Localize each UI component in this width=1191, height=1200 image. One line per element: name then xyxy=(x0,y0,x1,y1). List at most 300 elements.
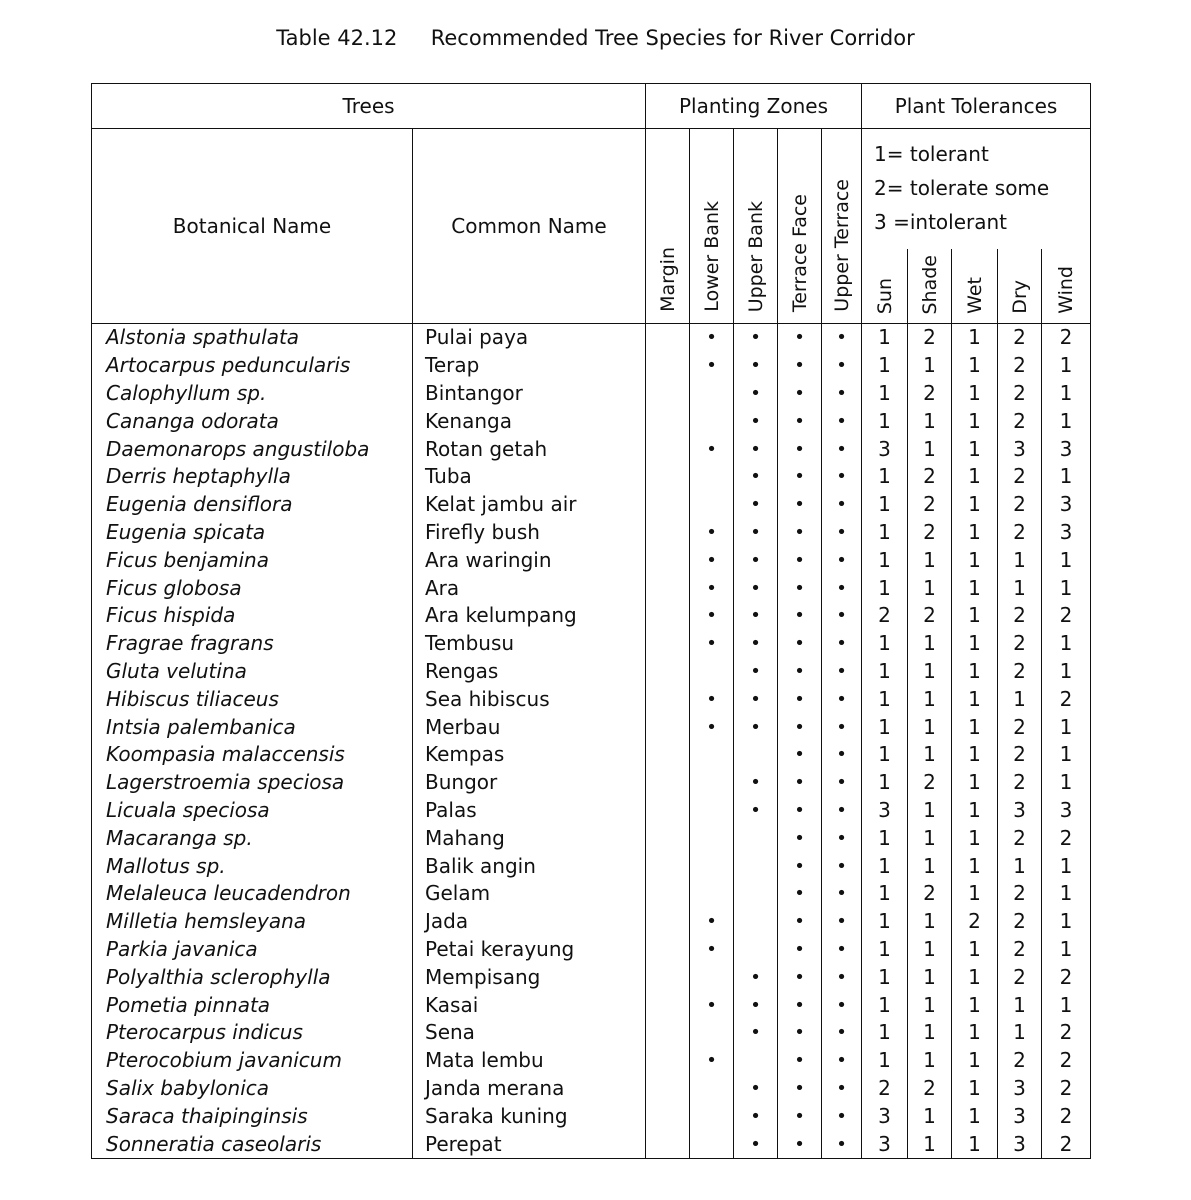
zone-cell-upper-terrace: • xyxy=(822,936,862,964)
table-row xyxy=(92,963,1091,991)
common-name-cell: Saraka kuning xyxy=(413,1102,646,1130)
tolerance-cell-sun: 2 xyxy=(862,1075,908,1103)
common-name-cell: Rotan getah xyxy=(413,435,646,463)
tolerance-cell-dry: 2 xyxy=(998,908,1042,936)
zone-cell-margin xyxy=(646,963,690,991)
tolerance-cell-wet: 1 xyxy=(952,324,998,352)
tolerance-cell-shade: 1 xyxy=(908,1130,952,1158)
tolerance-cell-wind: 3 xyxy=(1042,519,1091,547)
zone-cell-upper-bank xyxy=(734,824,778,852)
table-row xyxy=(92,463,1091,491)
tolerance-cell-shade: 1 xyxy=(908,936,952,964)
tolerance-cell-shade: 1 xyxy=(908,797,952,825)
zone-cell-upper-terrace: • xyxy=(822,797,862,825)
tolerance-cell-sun: 1 xyxy=(862,741,908,769)
botanical-name-cell: Polyalthia sclerophylla xyxy=(92,963,413,991)
table-caption: Table 42.12 Recommended Tree Species for River Corridor xyxy=(276,26,915,50)
tree-species-table xyxy=(91,83,1091,1159)
tolerance-cell-wet: 1 xyxy=(952,463,998,491)
zone-cell-upper-bank: • xyxy=(734,324,778,352)
botanical-name-cell: Milletia hemsleyana xyxy=(92,908,413,936)
tolerance-cell-dry: 2 xyxy=(998,352,1042,380)
zone-cell-lower-bank: • xyxy=(690,1047,734,1075)
tolerance-cell-wind: 1 xyxy=(1042,713,1091,741)
tolerance-cell-dry: 3 xyxy=(998,1102,1042,1130)
zone-cell-upper-terrace: • xyxy=(822,352,862,380)
zone-cell-upper-terrace: • xyxy=(822,880,862,908)
zone-cell-upper-terrace: • xyxy=(822,630,862,658)
tolerance-cell-wind: 1 xyxy=(1042,880,1091,908)
zone-cell-margin xyxy=(646,519,690,547)
zone-cell-terrace-face: • xyxy=(778,741,822,769)
tolerance-cell-sun: 1 xyxy=(862,546,908,574)
tolerance-cell-shade: 1 xyxy=(908,658,952,686)
common-name-cell: Ara kelumpang xyxy=(413,602,646,630)
botanical-name-cell: Pterocobium javanicum xyxy=(92,1047,413,1075)
zone-cell-margin xyxy=(646,936,690,964)
tolerance-cell-wet: 1 xyxy=(952,1130,998,1158)
tolerance-cell-sun: 2 xyxy=(862,602,908,630)
tolerance-cell-sun: 1 xyxy=(862,963,908,991)
common-name-cell: Bintangor xyxy=(413,380,646,408)
botanical-name-cell: Eugenia densiflora xyxy=(92,491,413,519)
tolerance-cell-sun: 1 xyxy=(862,769,908,797)
tolerance-cell-wind: 1 xyxy=(1042,908,1091,936)
zone-cell-terrace-face: • xyxy=(778,991,822,1019)
common-name-cell: Perepat xyxy=(413,1130,646,1158)
botanical-name-cell: Melaleuca leucadendron xyxy=(92,880,413,908)
botanical-name-cell: Intsia palembanica xyxy=(92,713,413,741)
tolerance-cell-wind: 3 xyxy=(1042,435,1091,463)
zone-cell-upper-terrace: • xyxy=(822,658,862,686)
zone-cell-lower-bank: • xyxy=(690,519,734,547)
botanical-name-cell: Koompasia malaccensis xyxy=(92,741,413,769)
table-row xyxy=(92,880,1091,908)
tolerance-cell-shade: 2 xyxy=(908,324,952,352)
tolerance-header-dry: Dry xyxy=(998,249,1042,324)
zone-cell-lower-bank xyxy=(690,1102,734,1130)
botanical-name-cell: Parkia javanica xyxy=(92,936,413,964)
zone-cell-upper-bank: • xyxy=(734,407,778,435)
zone-cell-terrace-face: • xyxy=(778,491,822,519)
tolerance-cell-sun: 1 xyxy=(862,324,908,352)
common-name-cell: Janda merana xyxy=(413,1075,646,1103)
zone-cell-margin xyxy=(646,797,690,825)
tolerance-cell-sun: 1 xyxy=(862,491,908,519)
zone-cell-upper-terrace: • xyxy=(822,1130,862,1158)
zone-cell-terrace-face: • xyxy=(778,1075,822,1103)
zone-cell-lower-bank: • xyxy=(690,908,734,936)
botanical-name-cell: Fragrae fragrans xyxy=(92,630,413,658)
tolerance-cell-wind: 1 xyxy=(1042,741,1091,769)
common-name-cell: Kasai xyxy=(413,991,646,1019)
zone-cell-upper-terrace: • xyxy=(822,574,862,602)
tolerance-cell-wind: 2 xyxy=(1042,1102,1091,1130)
tolerance-cell-wind: 2 xyxy=(1042,685,1091,713)
tolerance-legend xyxy=(862,129,1091,250)
tolerance-cell-sun: 3 xyxy=(862,797,908,825)
botanical-name-cell: Alstonia spathulata xyxy=(92,324,413,352)
botanical-name-cell: Eugenia spicata xyxy=(92,519,413,547)
plant-tolerances-header: Plant Tolerances xyxy=(862,84,1091,129)
tolerance-cell-wet: 1 xyxy=(952,824,998,852)
tolerance-cell-wind: 2 xyxy=(1042,1130,1091,1158)
tolerance-cell-shade: 1 xyxy=(908,1047,952,1075)
zone-cell-lower-bank: • xyxy=(690,713,734,741)
tolerance-cell-wind: 2 xyxy=(1042,1047,1091,1075)
tolerance-cell-shade: 1 xyxy=(908,574,952,602)
tolerance-cell-sun: 1 xyxy=(862,908,908,936)
table-row xyxy=(92,407,1091,435)
tolerance-cell-shade: 2 xyxy=(908,602,952,630)
tolerance-cell-dry: 2 xyxy=(998,630,1042,658)
common-name-cell: Mempisang xyxy=(413,963,646,991)
zone-cell-upper-terrace: • xyxy=(822,713,862,741)
tolerance-cell-dry: 2 xyxy=(998,824,1042,852)
zone-cell-terrace-face: • xyxy=(778,797,822,825)
tolerance-cell-dry: 3 xyxy=(998,797,1042,825)
tolerance-cell-shade: 1 xyxy=(908,713,952,741)
zone-cell-lower-bank xyxy=(690,380,734,408)
table-row xyxy=(92,741,1091,769)
tolerance-cell-dry: 2 xyxy=(998,741,1042,769)
zone-cell-upper-terrace: • xyxy=(822,380,862,408)
tolerance-cell-sun: 1 xyxy=(862,991,908,1019)
tolerance-cell-wind: 2 xyxy=(1042,963,1091,991)
zone-cell-lower-bank xyxy=(690,741,734,769)
zone-header-upper-bank: Upper Bank xyxy=(734,129,778,324)
zone-cell-terrace-face: • xyxy=(778,1047,822,1075)
tolerance-cell-shade: 1 xyxy=(908,352,952,380)
tolerance-cell-dry: 2 xyxy=(998,491,1042,519)
zone-cell-upper-bank: • xyxy=(734,1019,778,1047)
zone-cell-terrace-face: • xyxy=(778,1102,822,1130)
zone-cell-lower-bank xyxy=(690,880,734,908)
zone-cell-upper-terrace: • xyxy=(822,519,862,547)
common-name-cell: Balik angin xyxy=(413,852,646,880)
zone-cell-upper-bank: • xyxy=(734,435,778,463)
zone-cell-margin xyxy=(646,380,690,408)
zone-cell-upper-bank: • xyxy=(734,630,778,658)
zone-cell-terrace-face: • xyxy=(778,435,822,463)
tolerance-cell-wet: 1 xyxy=(952,936,998,964)
zone-cell-lower-bank xyxy=(690,463,734,491)
zone-cell-upper-bank: • xyxy=(734,574,778,602)
tolerance-cell-sun: 1 xyxy=(862,1019,908,1047)
zone-cell-upper-terrace: • xyxy=(822,491,862,519)
table-row xyxy=(92,380,1091,408)
table-row xyxy=(92,908,1091,936)
zone-cell-terrace-face: • xyxy=(778,769,822,797)
table-row xyxy=(92,352,1091,380)
zone-cell-margin xyxy=(646,824,690,852)
common-name-cell: Palas xyxy=(413,797,646,825)
zone-cell-upper-terrace: • xyxy=(822,1047,862,1075)
tolerance-cell-sun: 1 xyxy=(862,880,908,908)
botanical-name-cell: Calophyllum sp. xyxy=(92,380,413,408)
zone-cell-terrace-face: • xyxy=(778,936,822,964)
tolerance-cell-dry: 2 xyxy=(998,713,1042,741)
tolerance-cell-shade: 1 xyxy=(908,1019,952,1047)
tolerance-cell-dry: 2 xyxy=(998,519,1042,547)
tolerance-cell-dry: 2 xyxy=(998,769,1042,797)
tolerance-cell-shade: 1 xyxy=(908,630,952,658)
zone-cell-lower-bank xyxy=(690,407,734,435)
zone-cell-upper-terrace: • xyxy=(822,852,862,880)
common-name-cell: Ara waringin xyxy=(413,546,646,574)
zone-cell-margin xyxy=(646,685,690,713)
zone-cell-upper-terrace: • xyxy=(822,1019,862,1047)
zone-cell-lower-bank xyxy=(690,1130,734,1158)
tolerance-cell-dry: 3 xyxy=(998,1075,1042,1103)
botanical-name-cell: Lagerstroemia speciosa xyxy=(92,769,413,797)
zone-cell-upper-terrace: • xyxy=(822,546,862,574)
tolerance-cell-dry: 2 xyxy=(998,324,1042,352)
zone-cell-terrace-face: • xyxy=(778,324,822,352)
zone-cell-lower-bank: • xyxy=(690,324,734,352)
zone-cell-upper-bank: • xyxy=(734,1130,778,1158)
tolerance-cell-dry: 2 xyxy=(998,658,1042,686)
tolerance-cell-shade: 2 xyxy=(908,380,952,408)
zone-cell-margin xyxy=(646,713,690,741)
zone-cell-margin xyxy=(646,463,690,491)
tolerance-cell-shade: 1 xyxy=(908,824,952,852)
tolerance-cell-wet: 1 xyxy=(952,574,998,602)
tolerance-cell-wet: 1 xyxy=(952,1047,998,1075)
zone-cell-terrace-face: • xyxy=(778,602,822,630)
tolerance-cell-wet: 1 xyxy=(952,797,998,825)
tolerance-cell-shade: 1 xyxy=(908,435,952,463)
zone-cell-terrace-face: • xyxy=(778,908,822,936)
tolerance-cell-shade: 2 xyxy=(908,463,952,491)
tolerance-cell-shade: 2 xyxy=(908,491,952,519)
tolerance-cell-wind: 1 xyxy=(1042,380,1091,408)
tolerance-cell-wet: 1 xyxy=(952,1019,998,1047)
tolerance-cell-wet: 1 xyxy=(952,546,998,574)
zone-cell-margin xyxy=(646,741,690,769)
zone-cell-terrace-face: • xyxy=(778,852,822,880)
botanical-name-cell: Ficus benjamina xyxy=(92,546,413,574)
common-name-cell: Pulai paya xyxy=(413,324,646,352)
botanical-name-cell: Cananga odorata xyxy=(92,407,413,435)
tolerance-cell-wet: 1 xyxy=(952,491,998,519)
tolerance-cell-shade: 1 xyxy=(908,908,952,936)
common-name-cell: Firefly bush xyxy=(413,519,646,547)
tolerance-cell-wet: 1 xyxy=(952,435,998,463)
zone-cell-upper-bank: • xyxy=(734,352,778,380)
zone-cell-terrace-face: • xyxy=(778,630,822,658)
zone-cell-upper-terrace: • xyxy=(822,685,862,713)
zone-cell-terrace-face: • xyxy=(778,963,822,991)
tolerance-cell-wind: 1 xyxy=(1042,546,1091,574)
tolerance-cell-dry: 2 xyxy=(998,963,1042,991)
tolerance-cell-dry: 1 xyxy=(998,546,1042,574)
tolerance-cell-wet: 1 xyxy=(952,519,998,547)
zone-cell-margin xyxy=(646,574,690,602)
common-name-cell: Merbau xyxy=(413,713,646,741)
zone-cell-margin xyxy=(646,602,690,630)
zone-cell-upper-bank: • xyxy=(734,769,778,797)
botanical-name-cell: Saraca thaipinginsis xyxy=(92,1102,413,1130)
zone-cell-upper-bank: • xyxy=(734,685,778,713)
zone-cell-lower-bank xyxy=(690,852,734,880)
tolerance-header-sun: Sun xyxy=(862,249,908,324)
tolerance-cell-wind: 3 xyxy=(1042,797,1091,825)
zone-cell-upper-terrace: • xyxy=(822,741,862,769)
zone-cell-terrace-face: • xyxy=(778,574,822,602)
common-name-cell: Bungor xyxy=(413,769,646,797)
common-name-cell: Sena xyxy=(413,1019,646,1047)
common-name-cell: Mahang xyxy=(413,824,646,852)
zone-cell-upper-bank xyxy=(734,908,778,936)
zone-cell-lower-bank: • xyxy=(690,630,734,658)
tolerance-cell-dry: 2 xyxy=(998,1047,1042,1075)
zone-cell-upper-bank: • xyxy=(734,380,778,408)
tolerance-cell-dry: 1 xyxy=(998,685,1042,713)
common-name-cell: Sea hibiscus xyxy=(413,685,646,713)
zone-cell-lower-bank xyxy=(690,824,734,852)
tolerance-cell-dry: 3 xyxy=(998,1130,1042,1158)
tolerance-cell-wet: 1 xyxy=(952,658,998,686)
zone-cell-lower-bank: • xyxy=(690,546,734,574)
tolerance-cell-wind: 1 xyxy=(1042,658,1091,686)
zone-cell-terrace-face: • xyxy=(778,407,822,435)
zone-cell-upper-terrace: • xyxy=(822,435,862,463)
zone-cell-margin xyxy=(646,852,690,880)
tolerance-cell-dry: 2 xyxy=(998,602,1042,630)
tolerance-cell-wet: 1 xyxy=(952,769,998,797)
tolerance-cell-shade: 2 xyxy=(908,880,952,908)
table-row xyxy=(92,1019,1091,1047)
tolerance-cell-wind: 1 xyxy=(1042,463,1091,491)
tolerance-cell-shade: 1 xyxy=(908,1102,952,1130)
common-name-cell: Kenanga xyxy=(413,407,646,435)
tolerance-cell-wet: 1 xyxy=(952,685,998,713)
common-name-cell: Tembusu xyxy=(413,630,646,658)
tolerance-cell-wet: 1 xyxy=(952,852,998,880)
tolerance-cell-dry: 2 xyxy=(998,463,1042,491)
table-row xyxy=(92,630,1091,658)
tolerance-cell-wind: 2 xyxy=(1042,1075,1091,1103)
zone-cell-upper-bank: • xyxy=(734,963,778,991)
tolerance-cell-wind: 2 xyxy=(1042,324,1091,352)
tolerance-cell-sun: 1 xyxy=(862,380,908,408)
zone-cell-upper-bank: • xyxy=(734,991,778,1019)
zone-cell-margin xyxy=(646,352,690,380)
zone-cell-margin xyxy=(646,1047,690,1075)
zone-cell-upper-bank: • xyxy=(734,491,778,519)
common-name-cell: Tuba xyxy=(413,463,646,491)
table-row xyxy=(92,685,1091,713)
tolerance-cell-sun: 3 xyxy=(862,1130,908,1158)
tolerance-cell-wind: 2 xyxy=(1042,602,1091,630)
zone-cell-lower-bank xyxy=(690,797,734,825)
tolerance-cell-wind: 1 xyxy=(1042,991,1091,1019)
tolerance-cell-wind: 2 xyxy=(1042,824,1091,852)
zone-cell-upper-bank xyxy=(734,936,778,964)
legend-tolerant: 1= tolerant xyxy=(874,142,989,166)
tolerance-cell-shade: 1 xyxy=(908,407,952,435)
table-row xyxy=(92,574,1091,602)
tolerance-cell-dry: 2 xyxy=(998,880,1042,908)
zone-cell-margin xyxy=(646,1102,690,1130)
table-row xyxy=(92,1130,1091,1158)
zone-cell-upper-bank: • xyxy=(734,546,778,574)
zone-cell-lower-bank xyxy=(690,963,734,991)
zone-cell-terrace-face: • xyxy=(778,713,822,741)
tolerance-cell-wet: 1 xyxy=(952,407,998,435)
tolerance-cell-dry: 1 xyxy=(998,574,1042,602)
tolerance-cell-shade: 1 xyxy=(908,546,952,574)
table-row xyxy=(92,1102,1091,1130)
zone-cell-upper-bank: • xyxy=(734,602,778,630)
tolerance-cell-dry: 1 xyxy=(998,852,1042,880)
tolerance-cell-wind: 1 xyxy=(1042,630,1091,658)
planting-zones-header: Planting Zones xyxy=(646,84,862,129)
tolerance-cell-sun: 1 xyxy=(862,463,908,491)
tolerance-cell-sun: 1 xyxy=(862,574,908,602)
zone-cell-lower-bank xyxy=(690,658,734,686)
zone-cell-upper-terrace: • xyxy=(822,1102,862,1130)
zone-cell-lower-bank: • xyxy=(690,574,734,602)
tolerance-cell-shade: 1 xyxy=(908,963,952,991)
botanical-name-cell: Licuala speciosa xyxy=(92,797,413,825)
table-row xyxy=(92,852,1091,880)
legend-intolerant: 3 =intolerant xyxy=(874,210,1008,234)
table-body xyxy=(92,324,1091,1159)
table-row xyxy=(92,658,1091,686)
zone-cell-upper-terrace: • xyxy=(822,324,862,352)
table-row xyxy=(92,1075,1091,1103)
tolerance-cell-wet: 1 xyxy=(952,963,998,991)
zone-header-upper-terrace: Upper Terrace xyxy=(822,129,862,324)
zone-cell-lower-bank: • xyxy=(690,936,734,964)
zone-cell-lower-bank xyxy=(690,491,734,519)
tolerance-cell-sun: 1 xyxy=(862,352,908,380)
zone-cell-margin xyxy=(646,546,690,574)
tolerance-cell-shade: 2 xyxy=(908,1075,952,1103)
zone-cell-terrace-face: • xyxy=(778,352,822,380)
zone-cell-lower-bank xyxy=(690,1019,734,1047)
zone-cell-lower-bank: • xyxy=(690,685,734,713)
zone-cell-upper-terrace: • xyxy=(822,963,862,991)
tolerance-cell-sun: 1 xyxy=(862,519,908,547)
zone-cell-terrace-face: • xyxy=(778,658,822,686)
zone-cell-margin xyxy=(646,407,690,435)
botanical-name-cell: Derris heptaphylla xyxy=(92,463,413,491)
tolerance-cell-sun: 1 xyxy=(862,852,908,880)
zone-cell-margin xyxy=(646,769,690,797)
zone-cell-lower-bank: • xyxy=(690,352,734,380)
common-name-header: Common Name xyxy=(413,129,646,324)
tolerance-cell-shade: 1 xyxy=(908,991,952,1019)
table-row xyxy=(92,546,1091,574)
tolerance-cell-shade: 2 xyxy=(908,519,952,547)
tolerance-cell-shade: 1 xyxy=(908,852,952,880)
tolerance-cell-sun: 1 xyxy=(862,407,908,435)
tolerance-header-wet: Wet xyxy=(952,249,998,324)
zone-cell-margin xyxy=(646,1130,690,1158)
tolerance-cell-wind: 1 xyxy=(1042,852,1091,880)
common-name-cell: Gelam xyxy=(413,880,646,908)
zone-cell-margin xyxy=(646,435,690,463)
tolerance-cell-wind: 1 xyxy=(1042,769,1091,797)
common-name-cell: Kelat jambu air xyxy=(413,491,646,519)
tolerance-cell-sun: 1 xyxy=(862,685,908,713)
zone-cell-upper-terrace: • xyxy=(822,991,862,1019)
zone-cell-upper-terrace: • xyxy=(822,824,862,852)
common-name-cell: Mata lembu xyxy=(413,1047,646,1075)
